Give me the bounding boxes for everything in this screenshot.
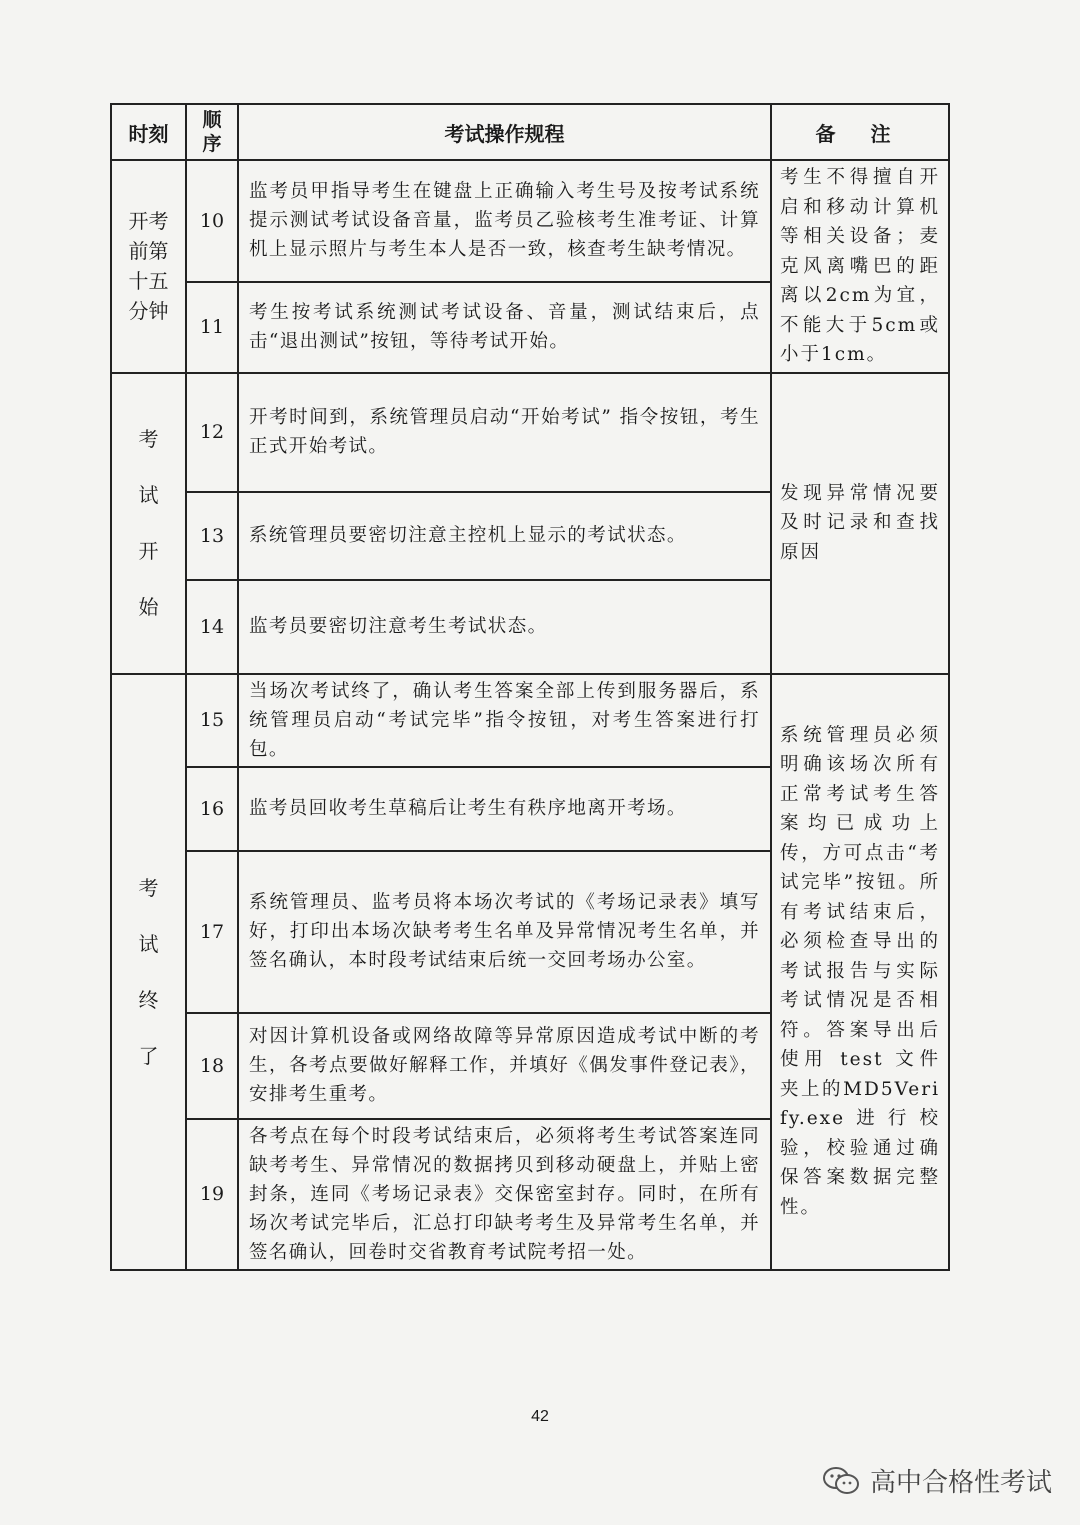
header-sequence: 顺 序	[186, 104, 238, 160]
row-number: 11	[186, 282, 238, 373]
watermark-text: 高中合格性考试	[869, 1468, 1052, 1498]
note-cell-section-3: 系统管理员必须明确该场次所有正常考试考生答案均已成功上传，方可点击“考试完毕”按钮。所有考试结束后，必须检查导出的考试报告与实际考试情况是否相符。答案导出后使用 test 文件夹上的MD5Verify.exe进行校验，校验通过确保答案数据完整性。	[771, 674, 949, 1270]
row-operation: 考生按考试系统测试考试设备、音量，测试结束后，点击“退出测试”按钮，等待考试开始。	[238, 282, 771, 373]
table-row	[111, 674, 949, 767]
row-number: 15	[186, 674, 238, 767]
row-number: 14	[186, 580, 238, 674]
row-number: 16	[186, 767, 238, 851]
header-notes: 备 注	[771, 104, 949, 160]
time-cell-section-3: 考 试 终 了	[111, 674, 186, 1270]
row-operation: 各考点在每个时段考试结束后，必须将考生考试答案连同缺考考生、异常情况的数据拷贝到移动硬盘上，并贴上密封条，连同《考场记录表》交保密室封存。同时，在所有场次考试完毕后，汇总打印缺考考生及异常考生名单，并签名确认，回卷时交省教育考试院考招一处。	[238, 1119, 771, 1270]
note-cell-section-1: 考生不得擅自开启和移动计算机等相关设备；麦克风离嘴巴的距离以2cm为宜，不能大于5cm或小于1cm。	[771, 160, 949, 373]
table-row	[111, 373, 949, 492]
row-operation: 系统管理员要密切注意主控机上显示的考试状态。	[238, 492, 771, 580]
time-cell-section-2: 考 试 开 始	[111, 373, 186, 674]
table-row	[111, 160, 949, 282]
row-number: 19	[186, 1119, 238, 1270]
watermark	[822, 1462, 1052, 1499]
row-number: 13	[186, 492, 238, 580]
row-operation: 监考员要密切注意考生考试状态。	[238, 580, 771, 674]
row-number: 12	[186, 373, 238, 492]
time-cell-section-1: 开考 前第 十五 分钟	[111, 160, 186, 373]
row-operation: 开考时间到，系统管理员启动“开始考试” 指令按钮，考生正式开始考试。	[238, 373, 771, 492]
row-operation: 监考员回收考生草稿后让考生有秩序地离开考场。	[238, 767, 771, 851]
page-number: 42	[531, 1408, 549, 1425]
row-number: 18	[186, 1013, 238, 1119]
row-number: 10	[186, 160, 238, 282]
row-operation: 监考员甲指导考生在键盘上正确输入考生号及按考试系统提示测试考试设备音量，监考员乙验核考生准考证、计算机上显示照片与考生本人是否一致，核查考生缺考情况。	[238, 160, 771, 282]
wechat-icon	[822, 1466, 860, 1496]
row-operation: 当场次考试终了，确认考生答案全部上传到服务器后，系统管理员启动“考试完毕”指令按钮，对考生答案进行打包。	[238, 674, 771, 767]
exam-procedure-table	[110, 103, 950, 1271]
row-operation: 系统管理员、监考员将本场次考试的《考场记录表》填写好，打印出本场次缺考考生名单及异常情况考生名单，并签名确认，本时段考试结束后统一交回考场办公室。	[238, 851, 771, 1013]
header-operations: 考试操作规程	[238, 104, 771, 160]
row-number: 17	[186, 851, 238, 1013]
note-cell-section-2: 发现异常情况要及时记录和查找原因	[771, 373, 949, 674]
row-operation: 对因计算机设备或网络故障等异常原因造成考试中断的考生，各考点要做好解释工作，并填好《偶发事件登记表》，安排考生重考。	[238, 1013, 771, 1119]
header-time: 时刻	[111, 104, 186, 160]
